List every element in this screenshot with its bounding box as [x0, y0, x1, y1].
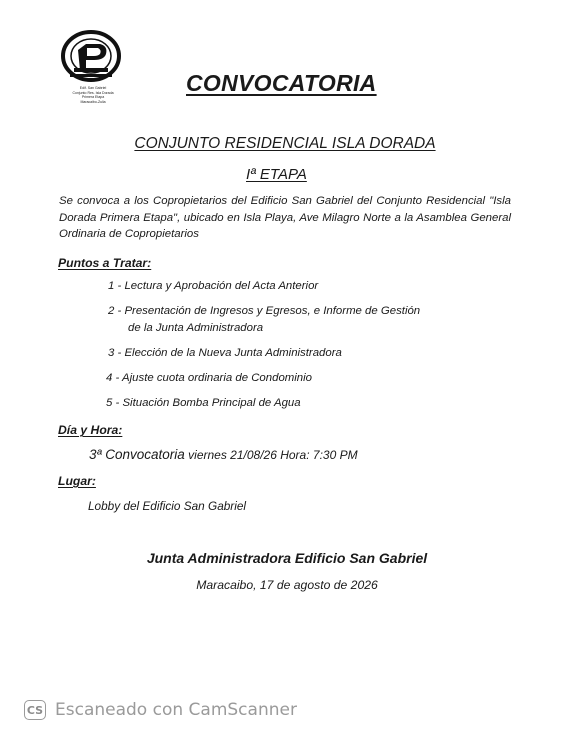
place-text: Lobby del Edificio San Gabriel — [88, 499, 247, 513]
document-subtitle: CONJUNTO RESIDENCIAL ISLA DORADA — [134, 135, 436, 152]
intro-paragraph: Se convoca a los Copropietarios del Edificio San Gabriel del Conjunto Residencial "Isla Dorada Primera Etapa", ubicado en Isla Playa, Ave Milagro Norte a la Asamblea General Ordinaria de Copropietarios — [59, 195, 511, 240]
agenda-item-continuation: de la Junta Administradora — [128, 321, 264, 334]
logo-line: Primera Etapa — [81, 95, 105, 99]
place-heading: Lugar: — [58, 474, 96, 488]
agenda-item — [108, 303, 512, 336]
date-time-heading: Día y Hora: — [58, 423, 123, 437]
convocation-number: 3ª Convocatoria — [89, 447, 185, 462]
stage-heading: Iª ETAPA — [246, 166, 307, 183]
signature-line: Junta Administradora Edificio San Gabriel — [146, 550, 428, 566]
document-date: Maracaibo, 17 de agosto de 2026 — [196, 578, 378, 592]
agenda-item: 4 - Ajuste cuota ordinaria de Condominio — [106, 372, 312, 384]
agenda-item-text: 2 - Presentación de Ingresos y Egresos, e Informe de Gestión — [108, 305, 421, 317]
agenda-item: 1 - Lectura y Aprobación del Acta Anterior — [108, 280, 319, 292]
logo-line: Maracaibo-Zulia — [80, 99, 106, 104]
agenda-heading: Puntos a Tratar: — [58, 256, 152, 270]
agenda-item: 5 - Situación Bomba Principal de Agua — [106, 397, 301, 409]
convocation-detail: viernes 21/08/26 Hora: 7:30 PM — [188, 448, 358, 462]
scanner-watermark: Escaneado con CamScanner — [55, 700, 297, 720]
logo-line: Conjunto Res. Isla Dorada — [72, 90, 114, 95]
logo-line: Edif. San Gabriel — [79, 86, 107, 90]
document-title: CONVOCATORIA — [186, 70, 377, 96]
convocation-line — [89, 447, 358, 462]
agenda-item: 3 - Elección de la Nueva Junta Administradora — [108, 347, 342, 359]
camscanner-logo-icon: CS — [24, 700, 46, 720]
logo-caption — [58, 86, 128, 104]
